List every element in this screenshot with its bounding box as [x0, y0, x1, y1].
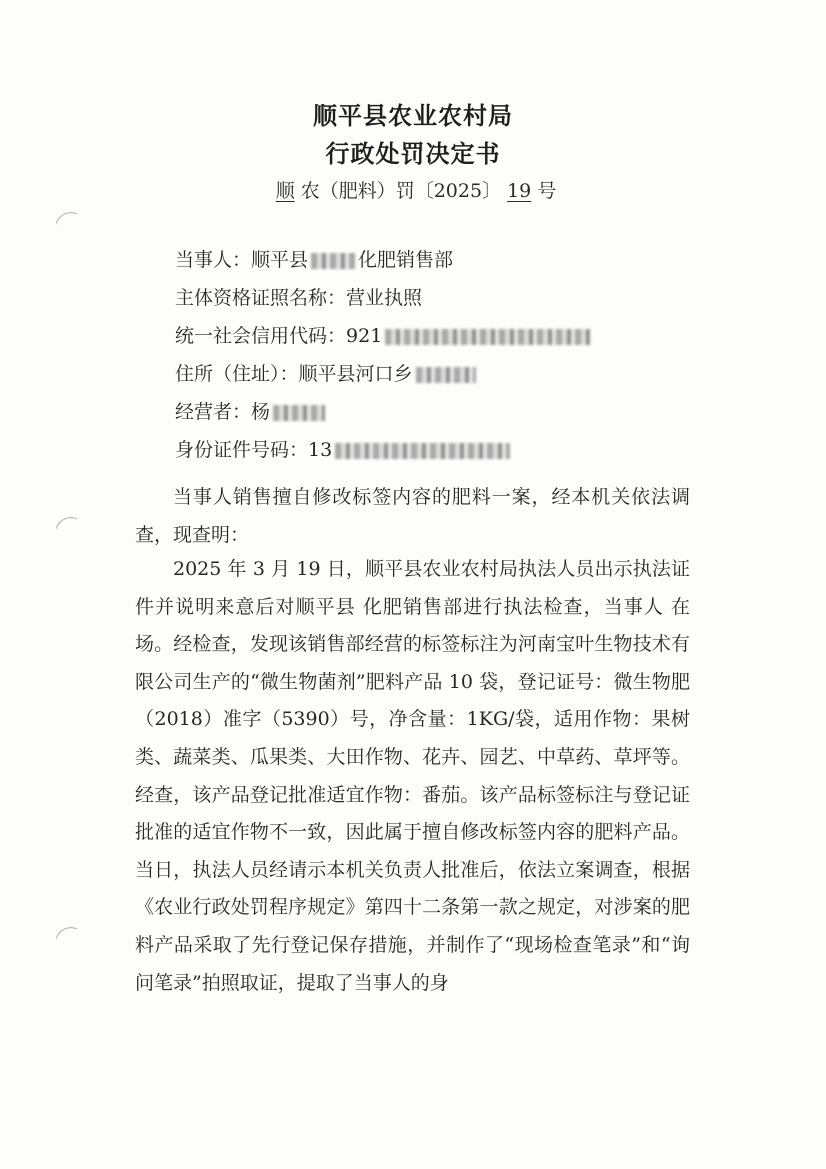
- findings-paragraph: 2025 年 3 月 19 日，顺平县农业农村局执法人员出示执法证件并说明来意后对顺平县 化肥销售部进行执法检查，当事人 在场。经检查，发现该销售部经营的标签标注为河南宝叶生物技术有限公司生产的“微生物菌剂”肥料产品 10 袋，登记证号：微生物肥（2018）准字（5390）号，净含量：1KG/袋，适用作物：果树类、蔬菜类、瓜果类、大田作物、花卉、园艺、中草药、草坪等。经查，该产品登记批准适宜作物：番茄。该产品标签标注与登记证批准的适宜作物不一致，因此属于擅自修改标签内容的肥料产品。当日，执法人员经请示本机关负责人批准后，依法立案调查，根据《农业行政处罚程序规定》第四十二条第一款之规定，对涉案的肥料产品采取了先行登记保存措施，并制作了“现场检查笔录”和“询问笔录”拍照取证，提取了当事人的身: [135, 558, 690, 994]
- operator-field: [175, 397, 328, 424]
- doc-number-value: 19: [507, 180, 532, 202]
- field-value: 921: [346, 325, 383, 347]
- field-label: 当事人：: [175, 249, 252, 271]
- id-number-field: [175, 435, 513, 462]
- intro-paragraph: 当事人销售擅自修改标签内容的肥料一案，经本机关依法调查，现查明：: [135, 486, 690, 546]
- address-field: [175, 359, 479, 386]
- field-value: 杨: [251, 401, 271, 423]
- document-title-authority: 顺平县农业农村局: [313, 101, 513, 130]
- binding-hole-mark: [56, 208, 78, 230]
- redaction-mask: [385, 329, 590, 345]
- redaction-mask: [311, 253, 355, 269]
- credit-code-field: [175, 321, 593, 348]
- doc-number-suffix: 号: [537, 180, 557, 202]
- field-label: 住所（住址）：: [175, 363, 299, 385]
- field-label: 经营者：: [175, 401, 252, 423]
- redaction-mask: [416, 367, 476, 383]
- field-value: 化肥销售部: [358, 249, 454, 271]
- field-value: 13: [308, 439, 333, 461]
- binding-hole-mark: [56, 513, 78, 535]
- document-title-type: 行政处罚决定书: [325, 139, 501, 168]
- redaction-mask: [273, 405, 325, 421]
- binding-hole-mark: [56, 923, 78, 945]
- field-value: 营业执照: [346, 287, 423, 309]
- redaction-mask: [335, 443, 510, 459]
- field-label: 主体资格证照名称：: [175, 287, 347, 309]
- field-label: 统一社会信用代码：: [175, 325, 347, 347]
- field-value: 顺平县: [251, 249, 309, 271]
- doc-number-middle: 农（肥料）罚〔2025〕: [300, 180, 502, 202]
- document-number: [0, 176, 826, 203]
- field-label: 身份证件号码：: [175, 439, 309, 461]
- party-name-field: [175, 245, 453, 272]
- license-name-field: [175, 283, 422, 310]
- field-value: 顺平县河口乡: [298, 363, 413, 385]
- doc-number-prefix: 顺: [275, 180, 295, 202]
